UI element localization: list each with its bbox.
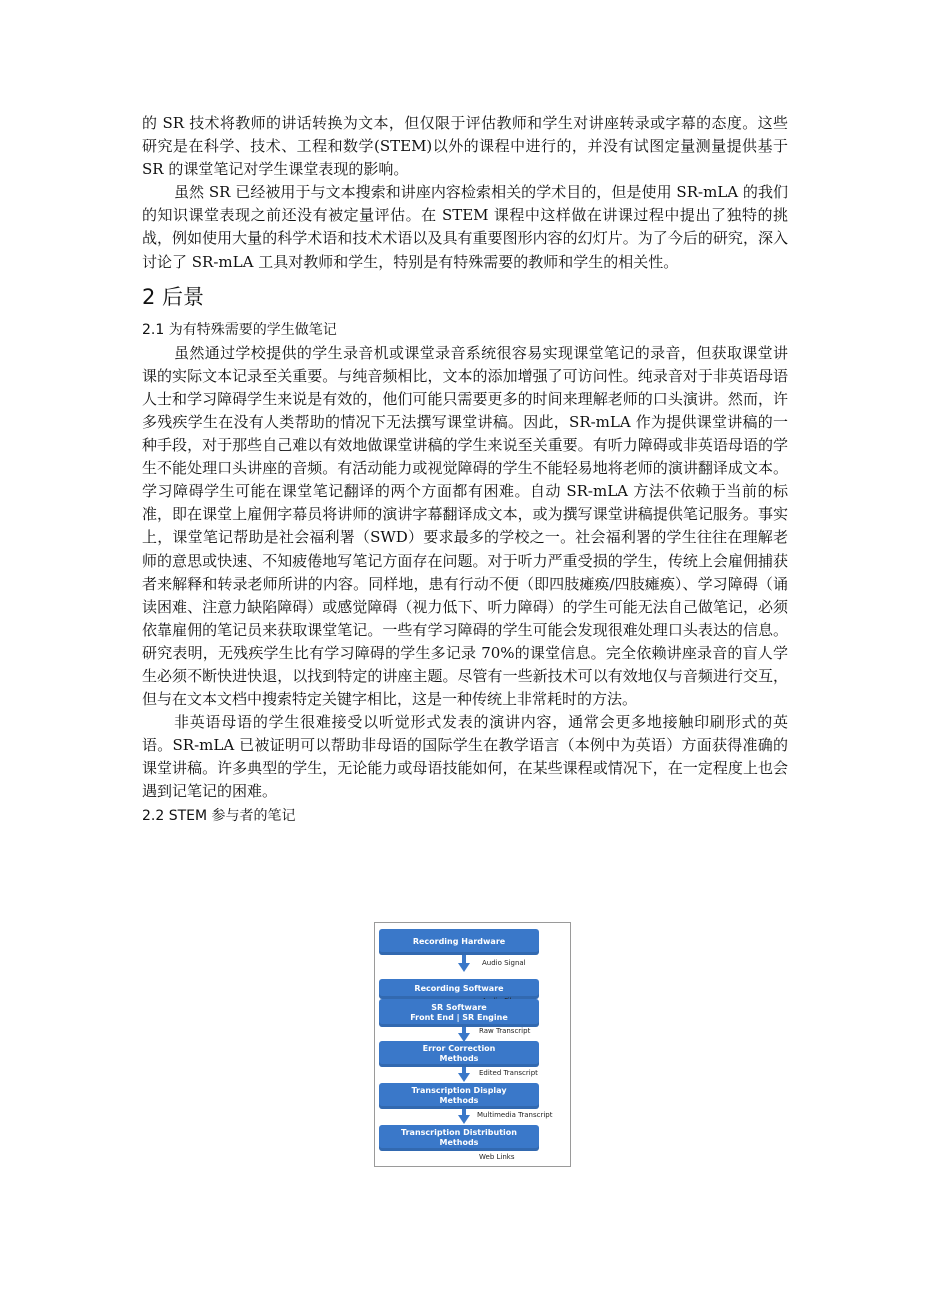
recording-software-box [379,979,539,999]
audio-signal-label: Audio Signal [482,959,526,967]
intro-paragraph-1: 的 SR 技术将教师的讲话转换为文本，但仅限于评估教师和学生对讲座转录或字幕的态度。这些研究是在科学、技术、工程和数学(STEM)以外的课程中进行的，并没有试图定量测量提供基于 SR 的课堂笔记对学生课堂表现的影响。 [142,114,788,179]
box-label-line-1: SR Software [431,1003,487,1012]
error-correction-box [379,1041,539,1067]
box-label-line-1: Transcription Distribution [401,1128,517,1137]
box-label-line-2: Methods [439,1054,479,1063]
down-arrow-icon [458,963,470,972]
arrow-stem [462,955,466,963]
pipeline-figure [374,922,571,1167]
edited-transcript-label: Edited Transcript [479,1069,538,1077]
down-arrow-icon [458,1115,470,1124]
box-label-line-2: Methods [439,1096,479,1105]
section-heading: 2 后景 [142,284,205,309]
sr-software-box [379,999,539,1027]
subsection-heading-2-1: 2.1 为有特殊需要的学生做笔记 [142,321,337,338]
document-page [142,112,788,828]
transcription-display-box [379,1083,539,1109]
body-paragraph-2: 非英语母语的学生很难接受以听觉形式发表的演讲内容，通常会更多地接触印刷形式的英语。SR-mLA 已被证明可以帮助非母语的国际学生在教学语言（本例中为英语）方面获得准确的课堂讲稿。许多典型的学生，无论能力或母语技能如何，在某些课程或情况下，在一定程度上也会遇到记笔记的困难。 [142,713,788,801]
intro-paragraph-2: 虽然 SR 已经被用于与文本搜索和讲座内容检索相关的学术目的，但是使用 SR-mLA 的我们的知识课堂表现之前还没有被定量评估。在 STEM 课程中这样做在讲课过程中提出了独特的挑战，例如使用大量的科学术语和技术术语以及具有重要图形内容的幻灯片。为了今后的研究，深入讨论了 SR-mLA 工具对教师和学生，特别是有特殊需要的教师和学生的相关性。 [142,183,788,271]
raw-transcript-label: Raw Transcript [479,1027,531,1035]
box-label: Recording Hardware [412,937,506,946]
subsection-heading-2-2: 2.2 STEM 参与者的笔记 [142,807,296,824]
web-links-label: Web Links [479,1153,515,1161]
body-paragraph-1: 虽然通过学校提供的学生录音机或课堂录音系统很容易实现课堂笔记的录音，但获取课堂讲课的实际文本记录至关重要。与纯音频相比，文本的添加增强了可访问性。纯录音对于非英语母语人士和学习障碍学生来说是有效的，他们可能只需要更多的时间来理解老师的口头演讲。然而，许多残疾学生在没有人类帮助的情况下无法撰写课堂讲稿。因此，SR-mLA 作为提供课堂讲稿的一种手段，对于那些自己难以有效地做课堂讲稿的学生来说至关重要。有听力障碍或非英语母语的学生不能处理口头讲座的音频。有活动能力或视觉障碍的学生不能轻易地将老师的演讲翻译成文本。学习障碍学生可能在课堂笔记翻译的两个方面都有困难。自动 SR-mLA 方法不依赖于当前的标准，即在课堂上雇佣字幕员将讲师的演讲字幕翻译成文本，或为撰写课堂讲稿提供笔记服务。事实上，课堂笔记帮助是社会福利署（SWD）要求最多的学校之一。社会福利署的学生往往在理解老师的意思或快速、不知疲倦地写笔记方面存在问题。对于听力严重受损的学生，传统上会雇佣捕获者来解释和转录老师所讲的内容。同样地，患有行动不便（即四肢瘫痪/四肢瘫痪）、学习障碍（诵读困难、注意力缺陷障碍）或感觉障碍（视力低下、听力障碍）的学生可能无法自己做笔记，必须依靠雇佣的笔记员来获取课堂笔记。一些有学习障碍的学生可能会发现很难处理口头表达的信息。研究表明，无残疾学生比有学习障碍的学生多记录 70%的课堂信息。完全依赖讲座录音的盲人学生必须不断快进快退，以找到特定的讲座主题。尽管有一些新技术可以有效地仅与音频进行交互，但与在文本文档中搜索特定关键字相比，这是一种传统上非常耗时的方法。 [142,343,788,709]
box-label-line-1: Transcription Display [411,1086,507,1095]
box-label-line-2: Methods [439,1138,479,1147]
box-label: Recording Software [414,984,504,993]
box-label-line-1: Error Correction [422,1044,496,1053]
recording-hardware-box [379,929,539,955]
box-label-line-2: Front End | SR Engine [410,1013,508,1022]
transcription-distribution-box [379,1125,539,1151]
multimedia-transcript-label: Multimedia Transcript [477,1111,553,1119]
down-arrow-icon [458,1073,470,1082]
